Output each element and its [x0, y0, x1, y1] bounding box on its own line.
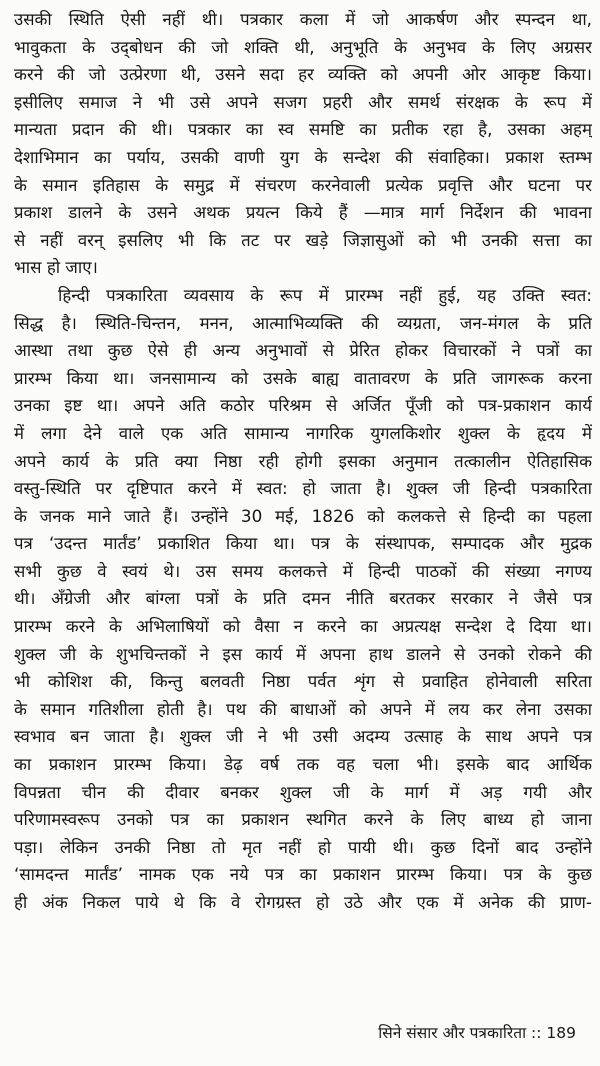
- text-line: सभी कुछ वे स्वयं थे। उस समय कलकत्ते में हिन्दी पाठकों की संख्या नगण्य: [14, 560, 592, 581]
- running-footer: सिने संसार और पत्रकारिता :: 189: [378, 1024, 576, 1042]
- text-line: के समान इतिहास के समुद्र में संचरण करनेवाली प्रत्येक प्रवृत्ति और घटना पर: [14, 174, 592, 195]
- text-line: स्वभाव बन जाता है। शुक्ल जी ने भी उसी अदम्य उत्साह के साथ अपने पत्र: [14, 726, 592, 747]
- text-line: पड़ा। लेकिन उनकी निष्ठा तो मृत नहीं हो पायी थी। कुछ दिनों बाद उन्होंने: [14, 836, 592, 857]
- paragraph-1: [14, 6, 592, 282]
- text-line: इसीलिए समाज ने भी उसे अपने सजग प्रहरी और समर्थ संरक्षक के रूप में: [14, 91, 592, 112]
- text-line: उसकी स्थिति ऐसी नहीं थी। पत्रकार कला में जो आकर्षण और स्पन्दन था,: [14, 9, 592, 29]
- paragraph-2: [14, 282, 592, 917]
- text-line: ही अंक निकल पाये थे कि वे रोगग्रस्त हो उठे और एक में अनेक की प्राण-: [14, 892, 592, 912]
- page-body: [14, 6, 592, 917]
- text-line: भावुकता के उद्‌बोधन की जो शक्ति थी, अनुभूति के अनुभव के लिए अग्रसर: [14, 36, 592, 57]
- text-line: प्रारम्भ करने के अभिलाषियों को वैसा न करने का अप्रत्यक्ष सन्देश दे दिया था।: [14, 616, 592, 637]
- text-line: शुक्ल जी के शुभचिन्तकों ने इस कार्य में अपना हाथ डालने से उनको रोकने की: [14, 643, 592, 664]
- text-line: भास हो जाए।: [14, 257, 98, 278]
- text-line: भी कोशिश की, किन्तु बलवती निष्ठा पर्वत शृंग से प्रवाहित होनेवाली सरिता: [14, 671, 592, 692]
- text-line: उनका इष्ट था। अपने अति कठोर परिश्रम से अर्जित पूँजी को पत्र-प्रकाशन कार्य: [14, 395, 592, 416]
- text-line: थी। अँग्रेजी और बांग्ला पत्रों के प्रति दमन नीति बरतकर सरकार ने जैसे पत्र: [14, 588, 592, 609]
- text-line: सिद्ध है। स्थिति-चिन्तन, मनन, आत्माभिव्यक्ति की व्यग्रता, जन-मंगल के प्रति: [14, 312, 592, 333]
- text-line: देशाभिमान का पर्याय, उसकी वाणी युग के सन्देश की संवाहिका। प्रकाश स्तम्भ: [14, 146, 592, 167]
- text-line: प्रकाश डालने के उसने अथक प्रयत्न किये हैं —मात्र मार्ग निर्देशन की भावना: [14, 202, 592, 223]
- text-line: मान्यता प्रदान की थी। पत्रकार का स्व समष्टि का प्रतीक रहा है, उसका अहम्: [14, 119, 592, 140]
- text-line: वस्तु-स्थिति पर दृष्टिपात करने में स्वत: हो जाता है। शुक्ल जी हिन्दी पत्रकारिता: [14, 478, 592, 499]
- text-line: आस्था तथा कुछ ऐसे ही अन्य अनुभावों से प्रेरित होकर विचारकों ने पत्रों का: [14, 340, 592, 361]
- text-line: परिणामस्वरूप उनको पत्र का प्रकाशन स्थगित करने के लिए बाध्य हो जाना: [14, 809, 592, 830]
- text-line: से नहीं वरन् इसलिए भी कि तट पर खड़े जिज्ञासुओं को भी उनकी सत्ता का: [14, 229, 592, 250]
- text-line: हिन्दी पत्रकारिता व्यवसाय के रूप में प्रारम्भ नहीं हुई, यह उक्ति स्वत:: [58, 284, 592, 305]
- text-line: ‘सामदन्त मार्तंड’ नामक एक नये पत्र का प्रकाशन प्रारम्भ किया। पत्र के कुछ: [14, 864, 592, 885]
- text-line: में लगा देने वाले एक अति सामान्य नागरिक युगलकिशोर शुक्ल के हृदय में: [14, 422, 592, 443]
- text-line: अपने कार्य के प्रति क्या निष्ठा रही होगी इसका अनुमान तत्कालीन ऐतिहासिक: [14, 450, 592, 471]
- text-line: के समान गतिशीला होती है। पथ की बाधाओं को अपने में लय कर लेना उसका: [14, 698, 592, 719]
- text-line: पत्र ‘उदन्त मार्तंड’ प्रकाशित किया था। पत्र के संस्थापक, सम्पादक और मुद्रक: [14, 533, 592, 554]
- text-line: करने की जो उत्प्रेरणा थी, उसने सदा हर व्यक्ति को अपनी ओर आकृष्ट किया।: [14, 64, 592, 85]
- text-line: प्रारम्भ किया था। जनसामान्य को उसके बाह्य वातावरण के प्रति जागरूक करना: [14, 367, 592, 388]
- text-line: के जनक माने जाते हैं। उन्होंने 30 मई, 1826 को कलकत्ते से हिन्दी का पहला: [14, 505, 592, 526]
- text-line: विपन्नता चीन की दीवार बनकर शुक्ल जी के मार्ग में अड़ गयी और: [14, 781, 592, 802]
- text-line: का प्रकाशन प्रारम्भ किया। डेढ़ वर्ष तक वह चला भी। इसके बाद आर्थिक: [14, 754, 592, 775]
